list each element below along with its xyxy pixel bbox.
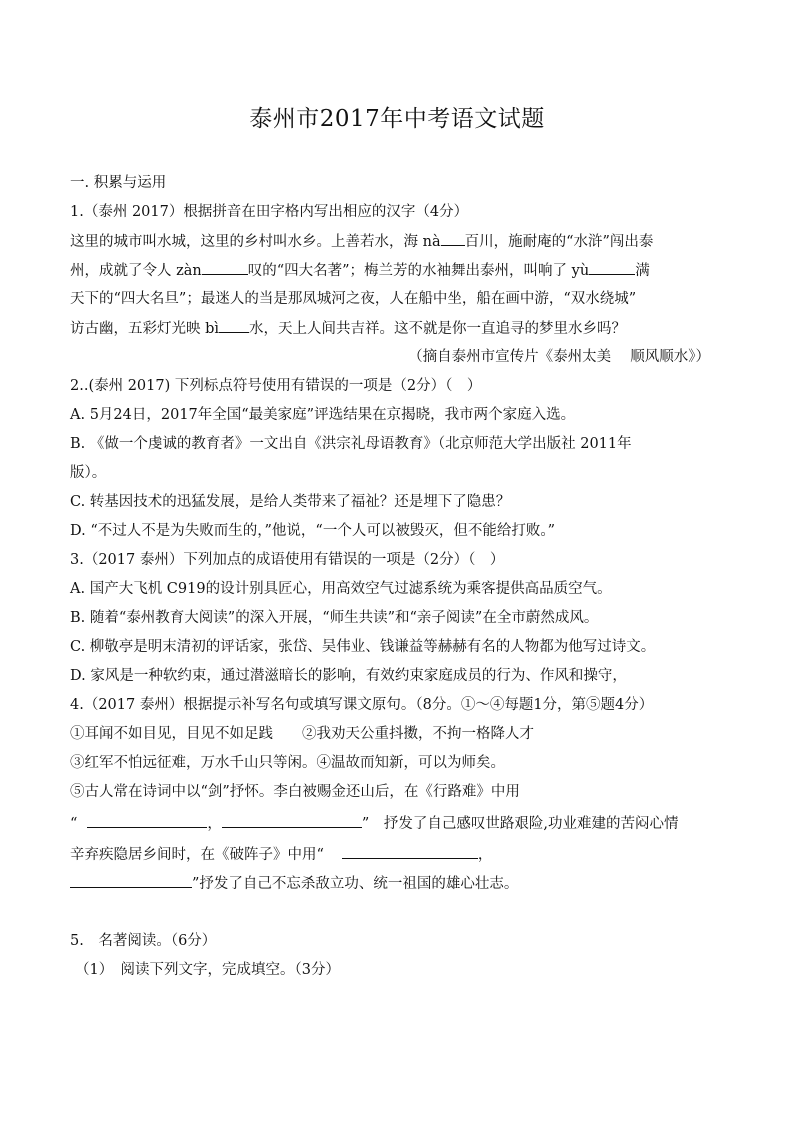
page-title: 泰州市2017年中考语文试题 (249, 106, 545, 132)
question-1-line-2: 州，成就了令人 zàn 叹的“四大名著”；梅兰芳的水袖舞出泰州，叫响了 yù 满 (70, 259, 730, 282)
section-heading: 一. 积累与运用 (70, 175, 167, 191)
question-1-heading: 1.（泰州 2017）根据拼音在田字格内写出相应的汉字（4分） (70, 204, 469, 220)
question-3-option-d: D. 家风是一种软约束，通过潜滋暗长的影响，有效约束家庭成员的行为、作风和操守， (70, 668, 627, 684)
blank-bi[interactable] (219, 317, 249, 333)
blank-na[interactable] (441, 230, 465, 246)
question-1-line-1: 这里的城市叫水城，这里的乡村叫水乡。上善若水，海 nà 百川，施耐庵的“水浒”闯出泰 (70, 230, 730, 253)
question-1-line-3: 天下的“四大名旦”；最迷人的当是那凤城河之夜，人在船中坐，船在画中游，“双水绕城” (70, 291, 637, 307)
question-4-line-6: ”抒发了自己不忘杀敌立功、统一祖国的雄心壮志。 (70, 872, 730, 895)
question-1-line-4: 访古幽，五彩灯光映 bì 水，天上人间共吉祥。这不就是你一直追寻的梦里水乡吗？ (70, 317, 730, 340)
blank-yu[interactable] (589, 259, 635, 275)
question-4-heading: 4.（2017 泰州）根据提示补写名句或填写课文原句。（8分。①～④每题1分，第⑤题4分） (70, 697, 654, 713)
question-4-line-3: ⑤古人常在诗词中以“剑”抒怀。李白被赐金还山后，在《行路难》中用 (70, 784, 520, 800)
question-4-line-5: 辛弃疾隐居乡间时，在《破阵子》中用“ ， (70, 843, 730, 866)
blank-xin-qiji-1[interactable] (342, 843, 478, 859)
question-4-line-2: ③红军不怕远征难，万水千山只等闲。④温故而知新，可以为师矣。 (70, 755, 505, 771)
question-2-option-d: D. “不过人不是为失败而生的，”他说，“一个人可以被毁灭，但不能给打败。” (70, 523, 555, 539)
blank-zan[interactable] (202, 259, 248, 275)
question-4-line-4: “ ， ” 抒发了自己感叹世路艰险,功业难建的苦闷心情 (70, 812, 730, 835)
question-5-sub-1: （1） 阅读下列文字，完成填空。（3分） (75, 962, 340, 978)
question-5-heading: 5. 名著阅读。（6分） (70, 933, 217, 949)
question-2-option-a: A. 5月24日，2017年全国“最美家庭”评选结果在京揭晓，我市两个家庭入选。 (70, 407, 576, 423)
question-3-heading: 3.（2017 泰州）下列加点的成语使用有错误的一项是（2分）（ ） (70, 552, 505, 568)
question-3-option-a: A. 国产大飞机 C919的设计别具匠心，用高效空气过滤系统为乘客提供高品质空气。 (70, 581, 612, 597)
question-3-option-c: C. 柳敬亭是明末清初的评话家，张岱、吴伟业、钱谦益等赫赫有名的人物都为他写过诗文。 (70, 639, 656, 655)
question-2-option-b-cont: 版）。 (70, 465, 107, 481)
blank-xin-qiji-2[interactable] (70, 872, 192, 888)
question-4-line-1: ①耳闻不如目见，目见不如足践 ②我劝天公重抖擞，不拘一格降人才 (70, 726, 534, 742)
question-2-heading: 2..(泰州 2017) 下列标点符号使用有错误的一项是（2分）（ ） (70, 378, 482, 394)
question-3-option-b: B. 随着“泰州教育大阅读”的深入开展，“师生共读”和“亲子阅读”在全市蔚然成风。 (70, 610, 599, 626)
question-1-source: （摘自泰州市宣传片《泰州太美 顺风顺水》） (408, 349, 710, 365)
question-2-option-c: C. 转基因技术的迅猛发展，是给人类带来了福祉？还是埋下了隐患？ (70, 494, 511, 510)
blank-li-bai-2[interactable] (222, 812, 362, 828)
question-2-option-b: B. 《做一个虔诚的教育者》一文出自《洪宗礼母语教育》（北京师范大学出版社 2011年 (70, 436, 632, 452)
blank-li-bai-1[interactable] (87, 812, 207, 828)
